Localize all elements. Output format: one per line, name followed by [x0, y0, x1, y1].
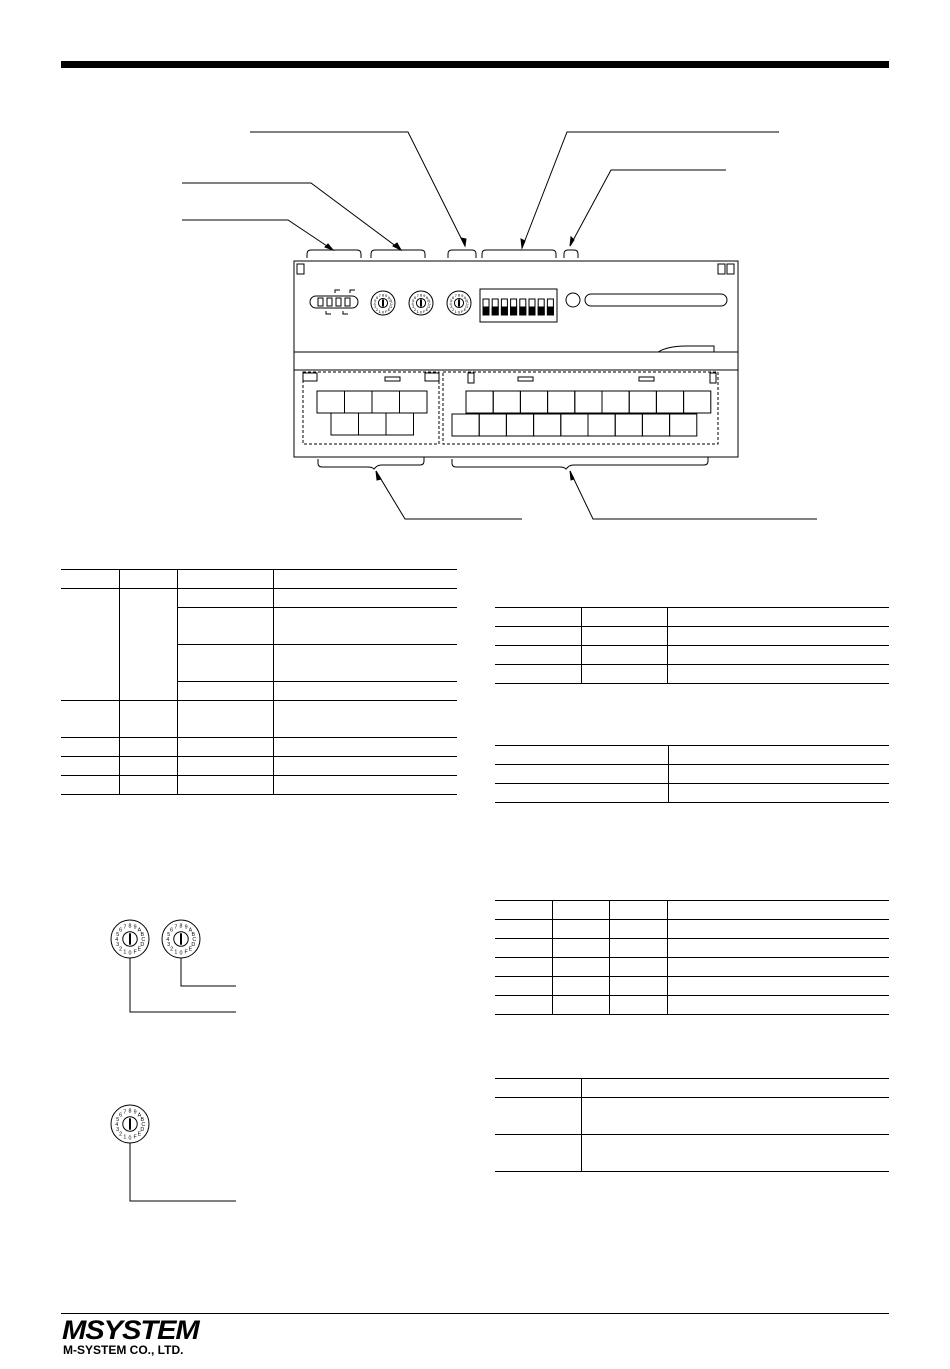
rotary-digit: 0 [419, 309, 423, 315]
rotary-digit: 8 [419, 292, 423, 298]
rotary-digit: 9 [133, 924, 137, 931]
rotary-switch [447, 291, 471, 315]
terminal [534, 414, 561, 436]
rotary-digit: 3 [116, 1127, 120, 1134]
rotary-digit: 8 [179, 923, 183, 930]
rotary-digit: 6 [119, 1112, 123, 1119]
rotary-switch [111, 920, 149, 958]
rotary-digit: E [137, 946, 142, 953]
rotary-digit: 4 [411, 301, 414, 306]
rotary-digit: 4 [115, 1122, 119, 1128]
rotary-switch [409, 291, 433, 315]
rotary-digit: 6 [375, 295, 379, 301]
brand-logo: MSYSTEM [62, 1315, 199, 1345]
right-table-2 [495, 745, 889, 803]
left-main-table [61, 569, 457, 795]
rotary-digit: B [191, 931, 196, 938]
rotary-digit: 9 [133, 1109, 137, 1116]
rotary-digit: 6 [451, 295, 455, 301]
rotary-digit: F [384, 308, 388, 314]
terminal [359, 413, 387, 435]
rotary-digit: F [422, 308, 426, 314]
rotary-digit: 0 [381, 309, 385, 315]
dip-switch-lever [547, 307, 553, 315]
terminal [629, 391, 656, 413]
dip-switch-lever [520, 307, 526, 315]
rotary-digit: E [425, 306, 429, 312]
rotary-digit: 1 [123, 1134, 127, 1141]
rotary-digit: E [137, 1131, 142, 1138]
terminal [331, 413, 359, 435]
rotary-digit: 5 [116, 931, 120, 938]
terminal [642, 414, 669, 436]
terminal [656, 391, 683, 413]
rotary-switch [111, 1105, 149, 1143]
terminal [400, 391, 428, 413]
terminal [345, 391, 373, 413]
terminal [506, 414, 533, 436]
rotary-digit: E [188, 946, 193, 953]
rotary-digit: A [425, 295, 429, 301]
right-table-4 [495, 1078, 889, 1172]
rotary-digit: A [137, 927, 142, 934]
rotary-digit: 4 [166, 937, 170, 943]
rotary-digit: 2 [413, 306, 417, 312]
terminal [452, 414, 479, 436]
rotary-digit: 1 [416, 308, 419, 314]
rotary-digit: 2 [119, 1131, 123, 1138]
rotary-digit: C [465, 301, 469, 306]
rotary-digit: 6 [119, 927, 123, 934]
terminal [684, 391, 711, 413]
rotary-digit: D [465, 304, 469, 310]
rotary-digit: 5 [450, 297, 453, 303]
rotary-digit: B [427, 297, 431, 303]
dip-switch-lever [511, 307, 517, 315]
rotary-digit: C [192, 937, 197, 943]
rotary-digit: F [133, 1134, 137, 1141]
terminal-blocks [317, 391, 711, 436]
terminal [372, 391, 400, 413]
rotary-digit: 2 [170, 946, 174, 953]
rotary-digit: D [140, 1127, 145, 1134]
rotary-digit: 4 [373, 301, 376, 306]
rotary-digit: A [137, 1112, 142, 1119]
rotary-digit: E [387, 306, 391, 312]
rotary-digit: 8 [381, 292, 385, 298]
rotary-digit: 9 [385, 293, 388, 299]
rotary-digit: 8 [128, 923, 132, 930]
rotary-digit: 3 [374, 304, 377, 310]
rotary-digit: 9 [461, 293, 464, 299]
rotary-digit: 4 [449, 301, 452, 306]
rotary-digit: B [140, 1116, 145, 1123]
rotary-digit: 0 [128, 950, 132, 957]
rotary-digit: 0 [179, 950, 183, 957]
rotary-digit: A [188, 927, 193, 934]
rotary-digit: 8 [128, 1108, 132, 1115]
rotary-digit: 0 [457, 309, 461, 315]
terminal [317, 391, 345, 413]
rotary-digit: 1 [174, 949, 178, 956]
callout-leaders-top [182, 132, 779, 250]
rotary-digit: 9 [423, 293, 426, 299]
rotary-digit: E [463, 306, 467, 312]
rotary-leaders [130, 958, 236, 1201]
rotary-digit: 1 [378, 308, 381, 314]
rotary-digit: B [389, 297, 393, 303]
company-name: M-SYSTEM CO., LTD. [63, 1343, 184, 1357]
rotary-switch [371, 291, 395, 315]
terminal [588, 414, 615, 436]
rotary-digit: 2 [451, 306, 455, 312]
device-body [294, 261, 738, 457]
dip-switch-lever [501, 307, 507, 315]
right-table-3 [495, 900, 889, 1015]
terminal [615, 414, 642, 436]
rotary-digit: 2 [119, 946, 123, 953]
rotary-digit: 7 [454, 293, 457, 299]
dip-switch-lever [492, 307, 498, 315]
rotary-switch [162, 920, 200, 958]
rotary-digit: C [141, 1122, 146, 1128]
dip-switch-lever [529, 307, 535, 315]
rotary-digit: 3 [167, 942, 171, 949]
rotary-digit: 0 [128, 1135, 132, 1142]
rotary-digit: 6 [170, 927, 174, 934]
rotary-digit: C [389, 301, 393, 306]
rotary-digit: A [463, 295, 467, 301]
rotary-switch-illustrations [111, 920, 200, 1143]
rotary-digit: 3 [450, 304, 453, 310]
rotary-digit: 7 [123, 1109, 127, 1116]
terminal [479, 414, 506, 436]
footer-rule [61, 1313, 889, 1314]
rotary-digit: 8 [457, 292, 461, 298]
rotary-digit: B [140, 931, 145, 938]
rotary-digit: A [387, 295, 391, 301]
rotary-digit: C [427, 301, 431, 306]
terminal [670, 414, 697, 436]
dip-switch-lever [538, 307, 544, 315]
rotary-digit: C [141, 937, 146, 943]
rotary-digit: 6 [413, 295, 417, 301]
terminal [466, 391, 493, 413]
rotary-digit: F [460, 308, 464, 314]
terminal [520, 391, 547, 413]
rotary-digit: 7 [123, 924, 127, 931]
rotary-digit: F [133, 949, 137, 956]
rotary-digit: D [427, 304, 431, 310]
terminal [602, 391, 629, 413]
rotary-digit: 4 [115, 937, 119, 943]
terminal [386, 413, 414, 435]
rotary-digit: D [140, 942, 145, 949]
rotary-digit: D [389, 304, 393, 310]
rotary-digit: D [191, 942, 196, 949]
rotary-digit: 5 [412, 297, 415, 303]
rotary-digit: 1 [123, 949, 127, 956]
top-brackets [307, 250, 578, 258]
rotary-digit: 1 [454, 308, 457, 314]
dip-switch-lever [483, 307, 489, 315]
rotary-digit: 7 [174, 924, 178, 931]
rotary-digit: F [184, 949, 188, 956]
rotary-digit: 2 [375, 306, 379, 312]
rotary-digit: 5 [167, 931, 171, 938]
rotary-digit: B [465, 297, 469, 303]
terminal [493, 391, 520, 413]
rotary-digit: 3 [412, 304, 415, 310]
rotary-digit: 9 [184, 924, 188, 931]
rotary-switches-device [371, 291, 471, 315]
callout-leaders-bottom [318, 457, 817, 519]
rotary-digit: 3 [116, 942, 120, 949]
terminal [575, 391, 602, 413]
rotary-digit: 7 [378, 293, 381, 299]
right-table-1 [495, 607, 889, 684]
dip-switch-bank [483, 299, 553, 315]
terminal [561, 414, 588, 436]
rotary-digit: 5 [116, 1116, 120, 1123]
rotary-digit: 5 [374, 297, 377, 303]
terminal [548, 391, 575, 413]
rotary-digit: 7 [416, 293, 419, 299]
